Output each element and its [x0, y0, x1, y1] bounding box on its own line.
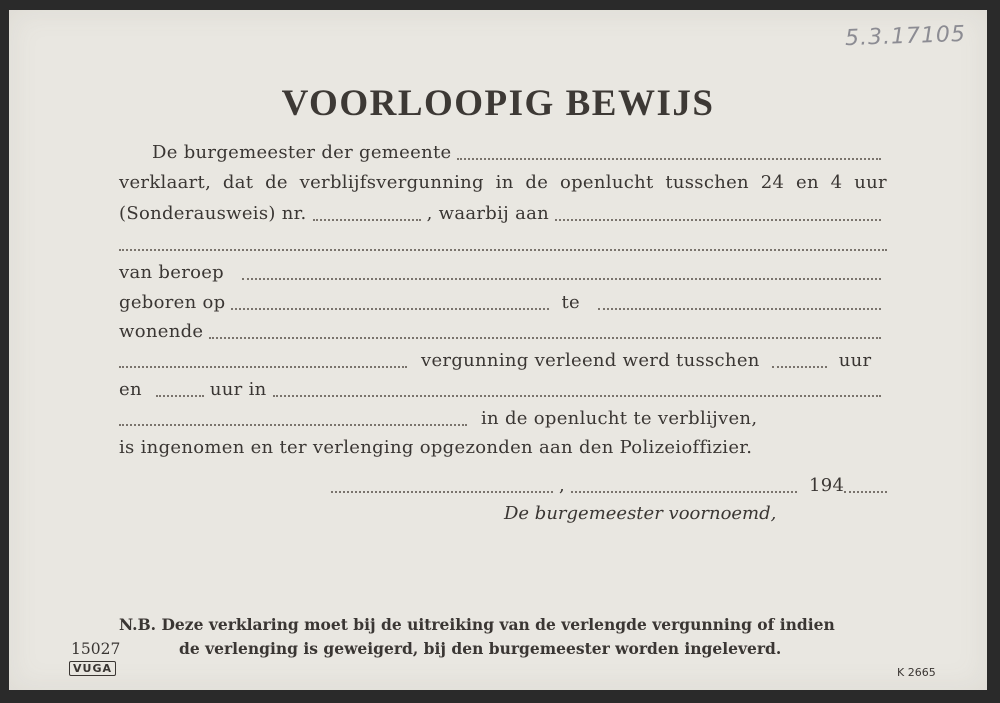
- declaration-word: 24: [760, 172, 785, 193]
- waarbij-label: , waarbij aan: [426, 203, 550, 224]
- hour-label: uur: [838, 350, 872, 371]
- permit-prefix-field[interactable]: [119, 365, 407, 368]
- declaration-word: tusschen: [665, 172, 749, 193]
- form-line-outdoor: [119, 406, 887, 432]
- form-line-residence: [119, 319, 887, 345]
- nota-bene-line-1: N.B. Deze verklaring moet bij de uitreiking van de verlengde vergunning of indien: [119, 615, 835, 634]
- declaration-word: de: [265, 172, 288, 193]
- nota-bene-line-2: de verlenging is geweigerd, bij den burgemeester worden ingeleverd.: [179, 639, 782, 658]
- residence-field[interactable]: [209, 336, 881, 339]
- declaration-word: dat: [222, 172, 254, 193]
- permit-granted-label: vergunning verleend werd tusschen: [421, 350, 760, 371]
- form-line-time: [119, 377, 887, 403]
- birth-place-field[interactable]: [598, 307, 881, 310]
- document-title: VOORLOOPIG BEWIJS: [281, 83, 715, 124]
- declaration-word: uur: [854, 172, 887, 193]
- profession-field[interactable]: [242, 277, 881, 280]
- form-line-declaration: [119, 170, 887, 196]
- form-line-place-date: [319, 473, 887, 499]
- location-continued-field[interactable]: [119, 423, 467, 426]
- location-field[interactable]: [273, 394, 881, 397]
- form-line-permit: [119, 348, 887, 374]
- declaration-word: openlucht: [559, 172, 654, 193]
- profession-label: van beroep: [119, 262, 225, 283]
- print-code: K 2665: [897, 666, 936, 679]
- and-label: en: [119, 379, 142, 400]
- born-on-label: geboren op: [119, 292, 226, 313]
- time-from-field[interactable]: [772, 365, 827, 368]
- outdoor-stay-label: in de openlucht te verblijven,: [481, 408, 758, 429]
- birth-place-label: te: [561, 292, 580, 313]
- residence-label: wonende: [119, 321, 204, 342]
- declaration-word: de: [525, 172, 549, 193]
- declaration-word: en: [796, 172, 819, 193]
- sonderausweis-label: (Sonderausweis) nr.: [119, 203, 307, 224]
- form-line-submitted: [119, 435, 887, 461]
- municipality-field[interactable]: [457, 157, 881, 160]
- birth-date-field[interactable]: [231, 307, 549, 310]
- document-card: [9, 10, 987, 690]
- declaration-word: 4: [830, 172, 843, 193]
- hour-in-label: uur in: [209, 379, 267, 400]
- holder-name-field[interactable]: [555, 218, 881, 221]
- form-line-birth: [119, 290, 887, 316]
- signature-caption: De burgemeester voornoemd,: [504, 503, 777, 524]
- municipality-label: De burgemeester der gemeente: [152, 142, 452, 163]
- sonderausweis-number-field[interactable]: [313, 218, 421, 221]
- form-line-profession: [119, 260, 887, 286]
- form-line-municipality: [152, 140, 887, 166]
- time-to-field[interactable]: [156, 394, 204, 397]
- nota-bene: [119, 613, 909, 661]
- place-field[interactable]: [331, 490, 553, 493]
- date-comma: ,: [559, 475, 566, 496]
- printer-logo: VUGA: [69, 661, 116, 676]
- year-field[interactable]: [844, 490, 887, 493]
- form-line-number: [119, 201, 887, 227]
- declaration-word: verklaart,: [119, 172, 212, 193]
- form-line-blank: [119, 231, 887, 257]
- declaration-word: in: [495, 172, 514, 193]
- declaration-word: verblijfsvergunning: [299, 172, 484, 193]
- handwritten-archive-number: 5.3.17105: [844, 21, 967, 52]
- date-field[interactable]: [571, 490, 797, 493]
- form-number: 15027: [71, 640, 121, 658]
- holder-name-continued-field[interactable]: [119, 248, 887, 251]
- year-label: 194: [809, 475, 845, 496]
- submitted-label: is ingenomen en ter verlenging opgezonden aan den Polizeioffizier.: [119, 437, 753, 458]
